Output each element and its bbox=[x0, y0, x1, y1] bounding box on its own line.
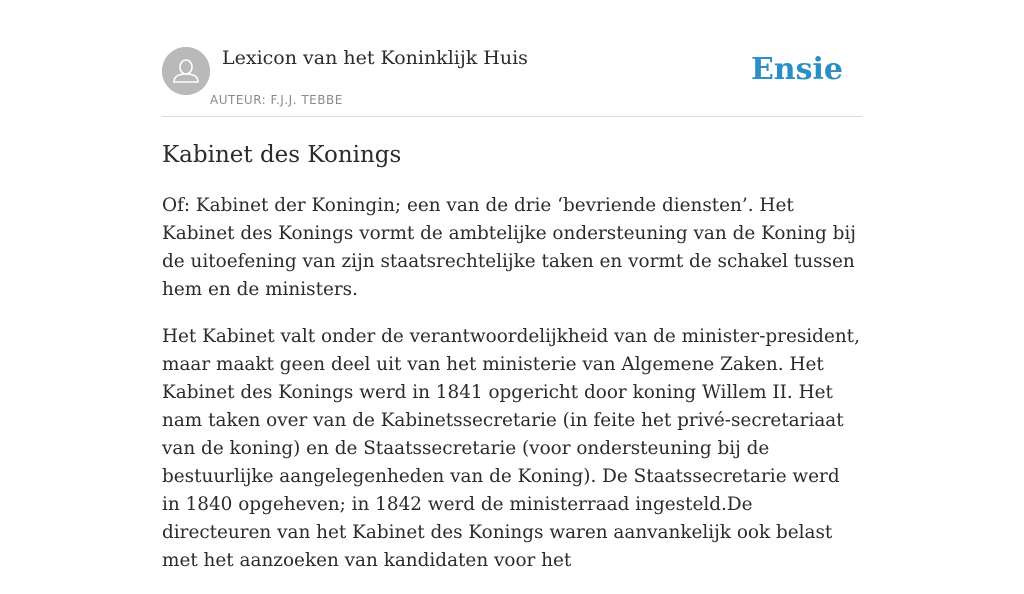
author-avatar[interactable] bbox=[162, 47, 210, 95]
body-paragraph: Of: Kabinet der Koningin; een van de drie ‘bevriende diensten’. Het Kabinet des Konings vormt de ambtelijke ondersteuning van de Koning bij de uitoefening van zijn staatsrechtelijke taken en vormt de schakel tussen hem en de ministers. bbox=[162, 195, 856, 300]
author-label: AUTEUR: F.J.J. TEBBE bbox=[210, 93, 343, 107]
page bbox=[162, 0, 862, 571]
entry-body bbox=[162, 192, 862, 594]
ensie-logo[interactable]: Ensie bbox=[750, 52, 843, 87]
user-icon bbox=[162, 47, 210, 95]
header bbox=[162, 0, 862, 117]
body-paragraph: Het Kabinet valt onder de verantwoordelijkheid van de minister-president, maar maakt geen deel uit van het ministerie van Algemene Zaken. Het Kabinet des Konings werd in 1841 opgericht door koning Willem II. Het nam taken over van de Kabinetssecretarie (in feite het privé-secretariaat van de koning) en de Staatssecretarie (voor ondersteuning bij de bestuurlijke aangelegenheden van de Koning). De Staatssecretarie werd in 1840 opgeheven; in 1842 werd de ministerraad ingesteld.De directeuren van het Kabinet des Konings waren aanvankelijk ook belast met het aanzoeken van kandidaten voor het bbox=[162, 326, 860, 571]
entry-title: Kabinet des Konings bbox=[162, 142, 402, 168]
book-title-link[interactable]: Lexicon van het Koninklijk Huis bbox=[222, 47, 528, 69]
